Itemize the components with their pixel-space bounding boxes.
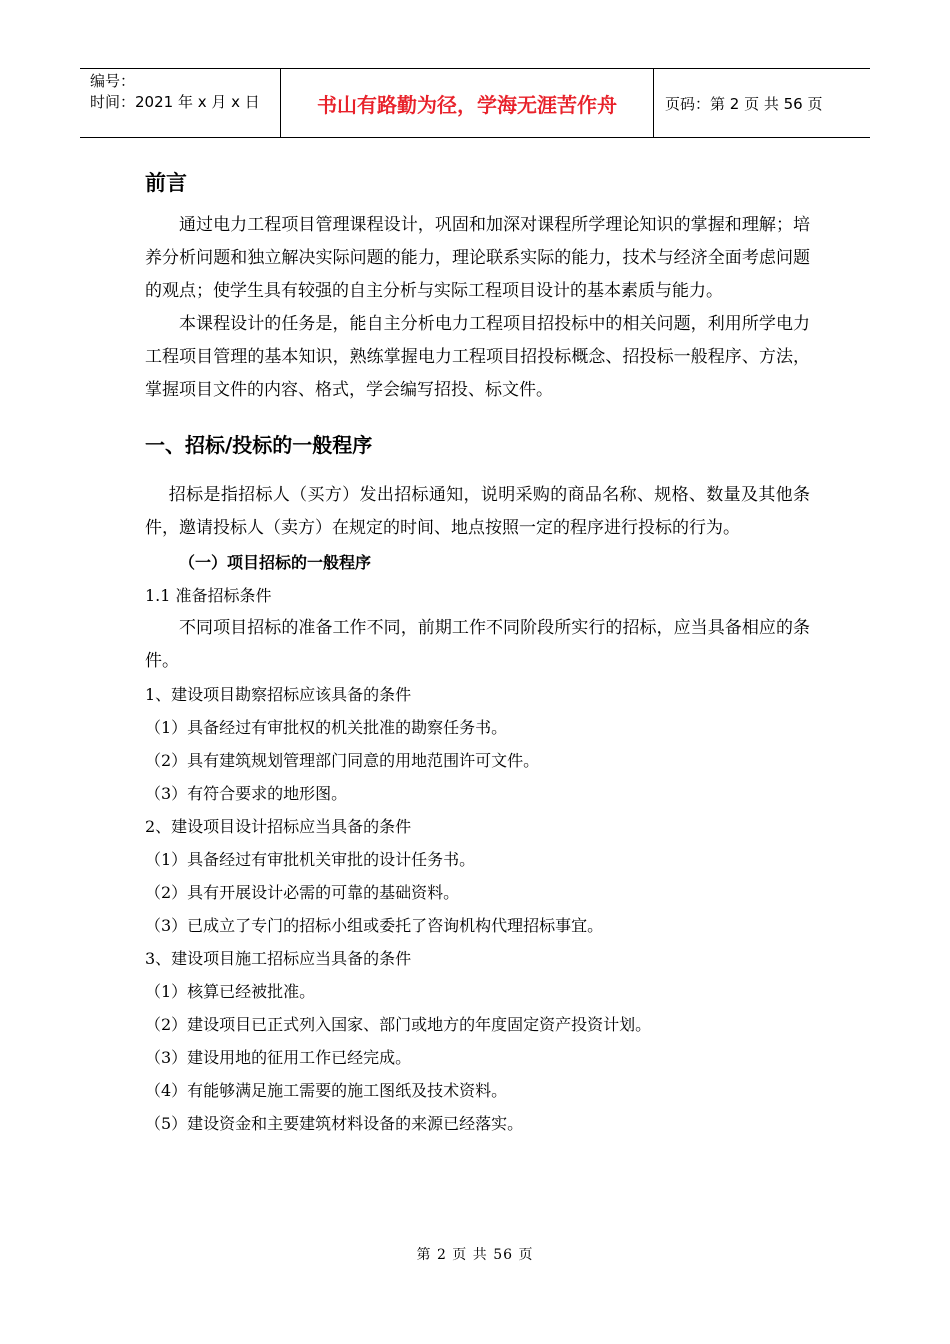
design-item: （1）具备经过有审批机关审批的设计任务书。 <box>145 850 476 869</box>
header-meta-cell <box>80 69 281 137</box>
motto-cell <box>281 69 654 137</box>
page-footer: 第 2 页 共 56 页 <box>416 1247 534 1263</box>
page-info-cell <box>654 69 870 137</box>
construction-item: （2）建设项目已正式列入国家、部门或地方的年度固定资产投资计划。 <box>145 1015 652 1034</box>
section-1-title: 一、招标/投标的一般程序 <box>145 433 373 457</box>
document-body <box>145 165 810 1140</box>
item-1-1-text: 不同项目招标的准备工作不同，前期工作不同阶段所实行的招标，应当具备相应的条件。 <box>145 618 810 671</box>
subsection-title: （一）项目招标的一般程序 <box>179 553 372 572</box>
survey-item: （2）具有建筑规划管理部门同意的用地范围许可文件。 <box>145 751 540 770</box>
number-label: 编号： <box>90 72 136 90</box>
construction-item: （5）建设资金和主要建筑材料设备的来源已经落实。 <box>145 1114 524 1133</box>
construction-item: （4）有能够满足施工需要的施工图纸及技术资料。 <box>145 1081 508 1100</box>
preface-title: 前言 <box>145 171 187 195</box>
construction-heading: 3、建设项目施工招标应当具备的条件 <box>145 949 412 968</box>
document-header <box>80 68 870 138</box>
item-1-1-heading: 1.1 准备招标条件 <box>145 586 272 605</box>
design-item: （3）已成立了专门的招标小组或委托了咨询机构代理招标事宜。 <box>145 916 604 935</box>
design-item: （2）具有开展设计必需的可靠的基础资料。 <box>145 883 460 902</box>
section-1-intro: 招标是指招标人（买方）发出招标通知，说明采购的商品名称、规格、数量及其他条件，邀请投标人（卖方）在规定的时间、地点按照一定的程序进行投标的行为。 <box>145 485 810 538</box>
survey-item: （3）有符合要求的地形图。 <box>145 784 348 803</box>
construction-item: （3）建设用地的征用工作已经完成。 <box>145 1048 412 1067</box>
construction-item: （1）核算已经被批准。 <box>145 982 316 1001</box>
preface-paragraph-2: 本课程设计的任务是，能自主分析电力工程项目招投标中的相关问题，利用所学电力工程项目管理的基本知识，熟练掌握电力工程项目招投标概念、招投标一般程序、方法，掌握项目文件的内容、格式，学会编写招投、标文件。 <box>145 314 810 400</box>
motto-text: 书山有路勤为径，学海无涯苦作舟 <box>317 92 617 117</box>
survey-heading: 1、建设项目勘察招标应该具备的条件 <box>145 685 412 704</box>
time-label: 时间：2021 年 x 月 x 日 <box>90 93 260 111</box>
page-info-text: 页码：第 2 页 共 56 页 <box>665 94 823 113</box>
preface-paragraph-1: 通过电力工程项目管理课程设计，巩固和加深对课程所学理论知识的掌握和理解；培养分析问题和独立解决实际问题的能力，理论联系实际的能力，技术与经济全面考虑问题的观点；使学生具有较强的自主分析与实际工程项目设计的基本素质与能力。 <box>145 215 810 301</box>
survey-item: （1）具备经过有审批权的机关批准的勘察任务书。 <box>145 718 508 737</box>
design-heading: 2、建设项目设计招标应当具备的条件 <box>145 817 412 836</box>
